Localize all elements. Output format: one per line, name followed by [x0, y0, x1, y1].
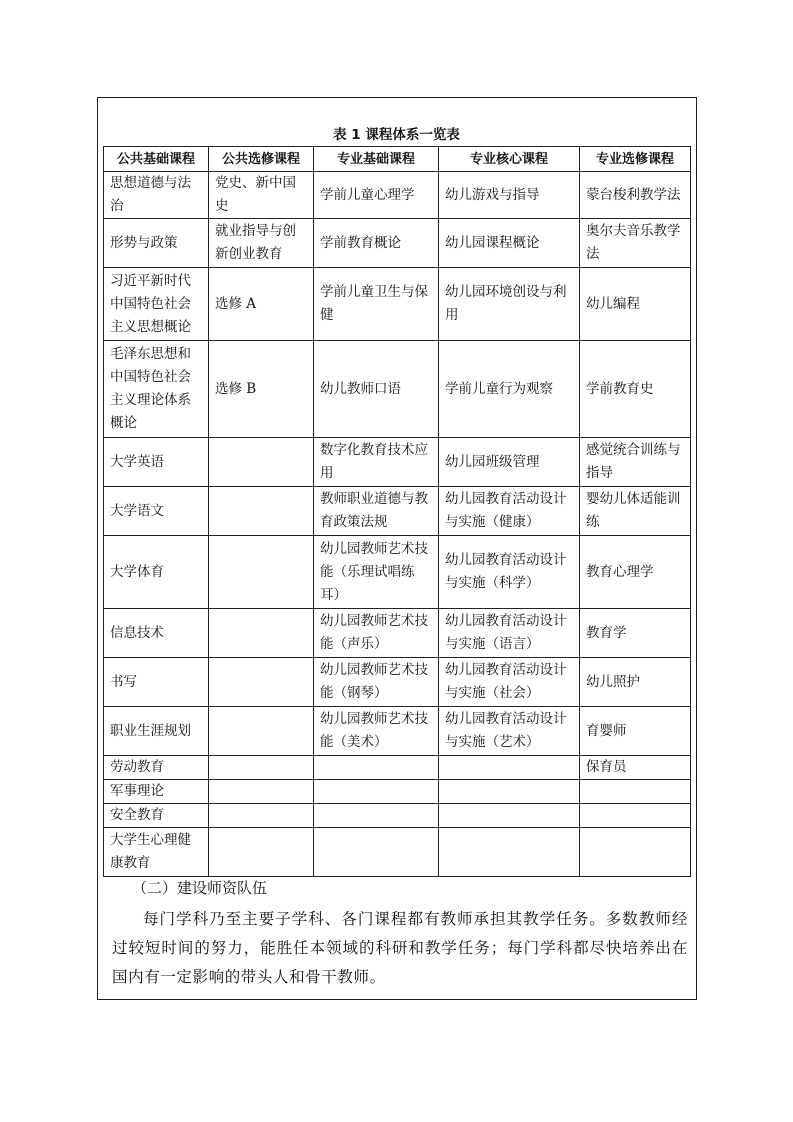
table-cell: [580, 804, 691, 828]
table-row: [104, 707, 691, 756]
header-major-basic: 专业基础课程: [314, 147, 439, 172]
table-row: [104, 780, 691, 804]
header-major-core: 专业核心课程: [439, 147, 580, 172]
table-cell: 选修 B: [209, 341, 314, 438]
table-cell: [580, 828, 691, 877]
table-cell: 职业生涯规划: [104, 707, 209, 756]
header-public-elective: 公共选修课程: [209, 147, 314, 172]
table-cell: 幼儿照护: [580, 658, 691, 707]
table-cell: 习近平新时代中国特色社会主义思想概论: [104, 268, 209, 341]
table-cell: [439, 804, 580, 828]
table-cell: 奥尔夫音乐教学法: [580, 219, 691, 268]
table-cell: [209, 780, 314, 804]
table-cell: 学前教育史: [580, 341, 691, 438]
table-row: [104, 609, 691, 658]
table-cell: 幼儿园教育活动设计与实施（艺术）: [439, 707, 580, 756]
body-paragraph: 每门学科乃至主要子学科、各门课程都有教师承担其教学任务。多数教师经过较短时间的努力，能胜任本领域的科研和教学任务；每门学科都尽快培养出在国内有一定影响的带头人和骨干教师。: [112, 910, 688, 986]
table-row: [104, 487, 691, 536]
table-cell: [209, 438, 314, 487]
table-cell: 教育学: [580, 609, 691, 658]
table-cell: 选修 A: [209, 268, 314, 341]
table-cell: [314, 780, 439, 804]
table-cell: 幼儿园班级管理: [439, 438, 580, 487]
table-cell: 大学体育: [104, 536, 209, 609]
table-cell: 信息技术: [104, 609, 209, 658]
table-cell: 蒙台梭利教学法: [580, 172, 691, 219]
table-cell: 学前儿童行为观察: [439, 341, 580, 438]
table-row: [104, 438, 691, 487]
table-cell: 军事理论: [104, 780, 209, 804]
table-cell: 幼儿园环境创设与利用: [439, 268, 580, 341]
table-row: [104, 804, 691, 828]
table-cell: 幼儿园教师艺术技能（美术）: [314, 707, 439, 756]
table-cell: [209, 487, 314, 536]
table-cell: 大学语文: [104, 487, 209, 536]
table-cell: 幼儿园教育活动设计与实施（语言）: [439, 609, 580, 658]
course-system-table: [103, 146, 691, 877]
table-cell: 幼儿游戏与指导: [439, 172, 580, 219]
table-cell: 学前儿童心理学: [314, 172, 439, 219]
table-row: [104, 341, 691, 438]
table-cell: 幼儿园教育活动设计与实施（科学）: [439, 536, 580, 609]
table-cell: 劳动教育: [104, 756, 209, 780]
table-cell: [314, 828, 439, 877]
table-cell: 育婴师: [580, 707, 691, 756]
table-row: [104, 536, 691, 609]
table-cell: [209, 536, 314, 609]
table-cell: [209, 658, 314, 707]
table-cell: [580, 780, 691, 804]
table-cell: [209, 707, 314, 756]
table-cell: 毛泽东思想和中国特色社会主义理论体系概论: [104, 341, 209, 438]
table-cell: 大学生心理健康教育: [104, 828, 209, 877]
table-row: [104, 172, 691, 219]
table-row: [104, 268, 691, 341]
table-row: [104, 658, 691, 707]
table-cell: 感觉统合训练与指导: [580, 438, 691, 487]
table-cell: 幼儿教师口语: [314, 341, 439, 438]
table-cell: 幼儿园教育活动设计与实施（社会）: [439, 658, 580, 707]
table-cell: [439, 828, 580, 877]
table-cell: 就业指导与创新创业教育: [209, 219, 314, 268]
table-caption: 表 1 课程体系一览表: [333, 127, 460, 143]
table-cell: 数字化教育技术应用: [314, 438, 439, 487]
table-cell: 保育员: [580, 756, 691, 780]
table-cell: 教师职业道德与教育政策法规: [314, 487, 439, 536]
section-heading: （二）建设师资队伍: [132, 879, 268, 897]
table-cell: 幼儿园课程概论: [439, 219, 580, 268]
table-cell: [209, 609, 314, 658]
table-cell: [314, 804, 439, 828]
header-public-basic: 公共基础课程: [104, 147, 209, 172]
table-cell: [439, 756, 580, 780]
table-header-row: [104, 147, 691, 172]
table-cell: 思想道德与法治: [104, 172, 209, 219]
table-cell: 书写: [104, 658, 209, 707]
table-row: [104, 756, 691, 780]
table-cell: 学前儿童卫生与保健: [314, 268, 439, 341]
table-cell: 幼儿园教师艺术技能（声乐）: [314, 609, 439, 658]
table-cell: [314, 756, 439, 780]
table-cell: 学前教育概论: [314, 219, 439, 268]
table-cell: [209, 756, 314, 780]
table-cell: 教育心理学: [580, 536, 691, 609]
table-cell: [209, 828, 314, 877]
table-cell: 大学英语: [104, 438, 209, 487]
table-cell: 幼儿园教师艺术技能（乐理试唱练耳）: [314, 536, 439, 609]
table-cell: 幼儿园教师艺术技能（钢琴）: [314, 658, 439, 707]
table-cell: 幼儿园教育活动设计与实施（健康）: [439, 487, 580, 536]
table-cell: 形势与政策: [104, 219, 209, 268]
header-major-elective: 专业选修课程: [580, 147, 691, 172]
table-cell: 婴幼儿体适能训练: [580, 487, 691, 536]
table-row: [104, 219, 691, 268]
table-cell: 幼儿编程: [580, 268, 691, 341]
table-cell: [439, 780, 580, 804]
table-cell: 党史、新中国史: [209, 172, 314, 219]
table-cell: 安全教育: [104, 804, 209, 828]
table-row: [104, 828, 691, 877]
table-cell: [209, 804, 314, 828]
